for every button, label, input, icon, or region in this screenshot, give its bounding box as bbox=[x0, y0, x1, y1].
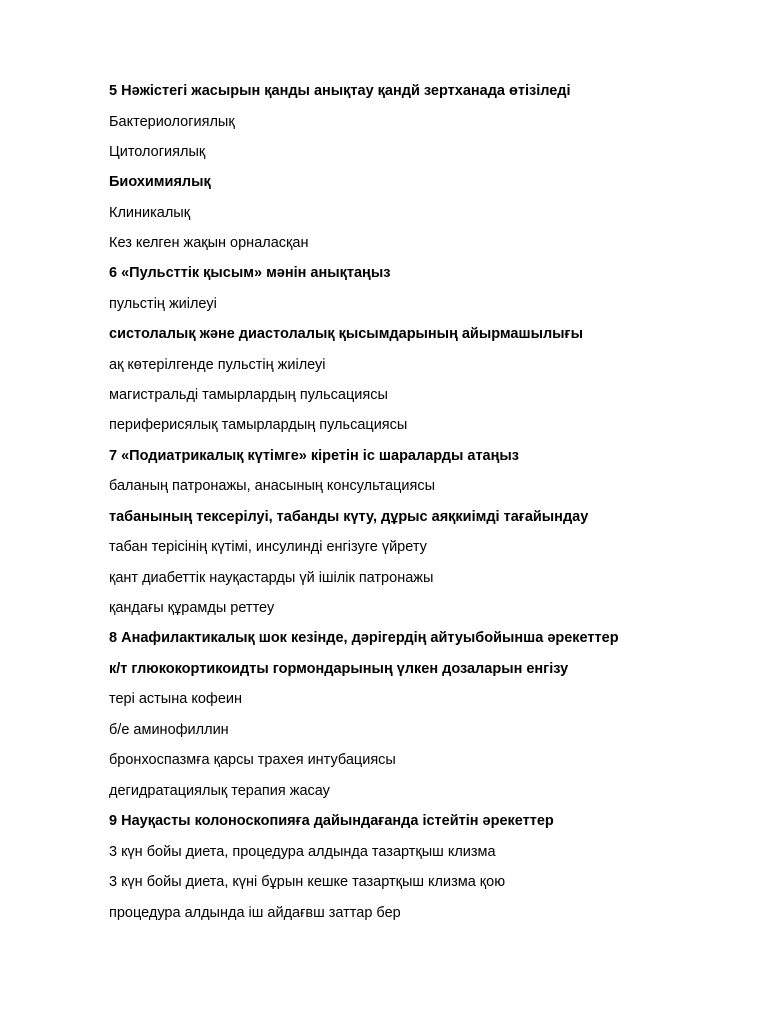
question-6-heading: 6 «Пульсттік қысым» мәнін анықтаңыз bbox=[109, 265, 391, 281]
answer-option: дегидратациялық терапия жасау bbox=[109, 783, 330, 799]
answer-option: периферисялық тамырлардың пульсациясы bbox=[109, 417, 408, 433]
correct-answer: систолалық және диастолалық қысымдарының айырмашылығы bbox=[109, 326, 583, 342]
answer-option: ақ көтерілгенде пульстің жиілеуі bbox=[109, 357, 326, 373]
answer-option: Клиникалық bbox=[109, 205, 191, 221]
answer-option: 3 күн бойы диета, процедура алдында тазартқыш клизма bbox=[109, 844, 496, 860]
answer-option: Цитологиялық bbox=[109, 144, 206, 160]
answer-option: б/е аминофиллин bbox=[109, 722, 229, 738]
answer-option: қандағы құрамды реттеу bbox=[109, 600, 275, 616]
question-9-heading: 9 Науқасты колоноскопияға дайындағанда істейтін әрекеттер bbox=[109, 813, 554, 829]
answer-option: табан терісінің күтімі, инсулинді енгізуге үйрету bbox=[109, 539, 427, 555]
answer-option: Бактериологиялық bbox=[109, 114, 235, 130]
answer-option: 3 күн бойы диета, күні бұрын кешке тазартқыш клизма қою bbox=[109, 874, 506, 890]
answer-option: Кез келген жақын орналасқан bbox=[109, 235, 309, 251]
question-7-heading: 7 «Подиатрикалық күтімге» кіретін іс шараларды атаңыз bbox=[109, 448, 519, 464]
question-8-heading: 8 Анафилактикалық шок кезінде, дәрігердің айтуыбойынша әрекеттер bbox=[109, 630, 619, 646]
answer-option: тері астына кофеин bbox=[109, 691, 243, 707]
correct-answer: к/т глюкокортикоидты гормондарының үлкен дозаларын енгізу bbox=[109, 661, 569, 677]
answer-option: процедура алдында іш айдағвш заттар бер bbox=[109, 905, 401, 921]
answer-option: магистральді тамырлардың пульсациясы bbox=[109, 387, 388, 403]
correct-answer: табанының тексерілуі, табанды күту, дұрыс аяқкиімді тағайындау bbox=[109, 509, 589, 525]
answer-option: бронхоспазмға қарсы трахея интубациясы bbox=[109, 752, 396, 768]
answer-option: пульстің жиілеуі bbox=[109, 296, 217, 312]
answer-option: баланың патронажы, анасының консультациясы bbox=[109, 478, 436, 494]
correct-answer: Биохимиялық bbox=[109, 174, 211, 190]
question-5-heading: 5 Нәжістегі жасырын қанды анықтау қандй зертханада өтізіледі bbox=[109, 83, 571, 99]
answer-option: қант диабеттік науқастарды үй ішілік патронажы bbox=[109, 570, 434, 586]
